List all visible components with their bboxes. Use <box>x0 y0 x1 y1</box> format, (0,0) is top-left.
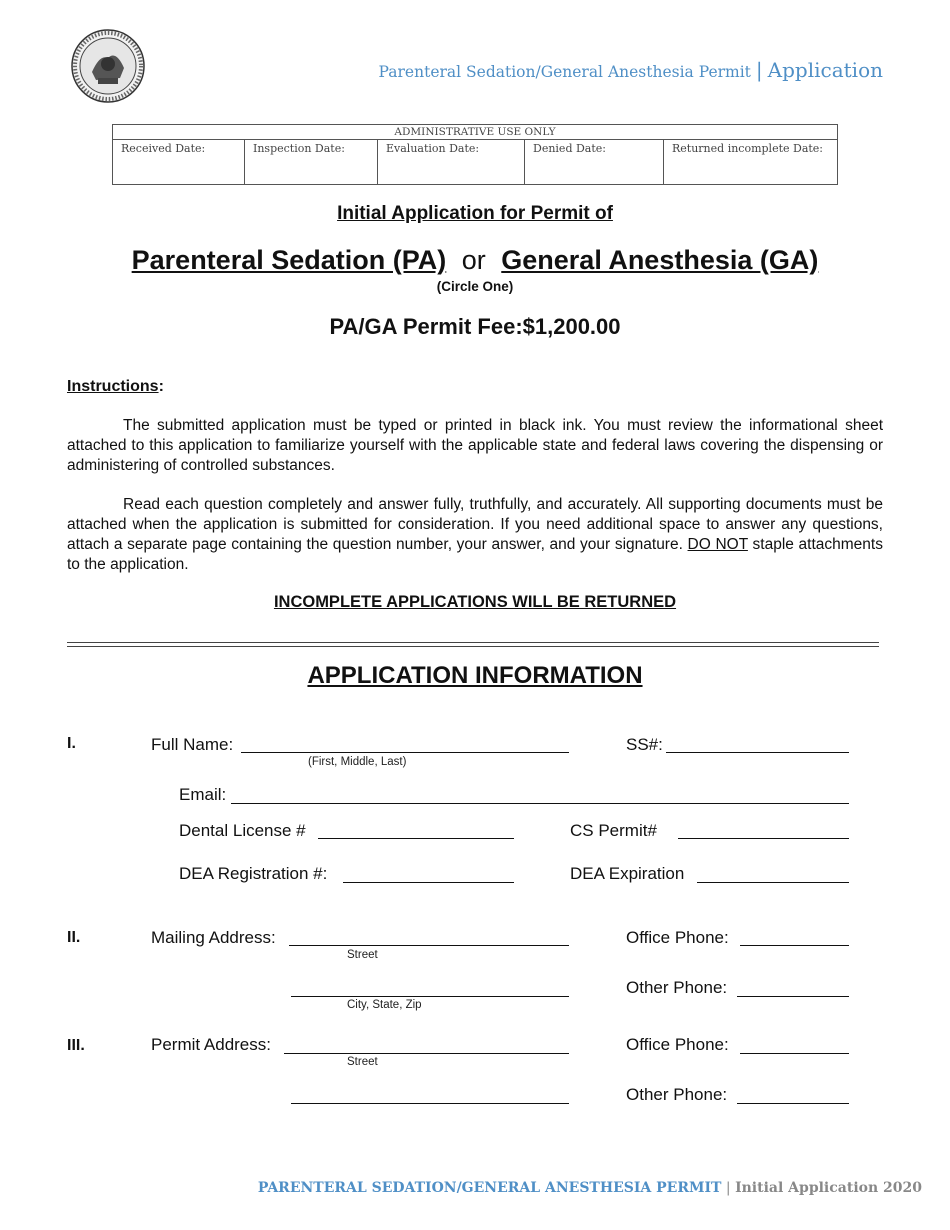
admin-use-table <box>112 124 838 185</box>
incomplete-warning: INCOMPLETE APPLICATIONS WILL BE RETURNED <box>273 593 677 611</box>
instructions-paragraph-2 <box>67 495 883 575</box>
dea-registration-field[interactable] <box>343 882 514 883</box>
ss-field[interactable] <box>666 752 849 753</box>
cs-permit-field[interactable] <box>678 838 849 839</box>
section-2-numeral: II. <box>67 929 81 946</box>
circle-one-note: (Circle One) <box>436 279 514 294</box>
divider-bottom <box>67 646 879 647</box>
fee-value: $1,200.00 <box>522 314 621 339</box>
dental-license-field[interactable] <box>318 838 514 839</box>
permit-city-field[interactable] <box>291 1103 569 1104</box>
instructions-paragraph-1 <box>67 416 883 476</box>
dental-license-label: Dental License # <box>179 821 306 840</box>
header-permit-name: Parenteral Sedation/General Anesthesia Permit <box>378 63 751 81</box>
mailing-street-hint: Street <box>347 949 378 961</box>
ss-label: SS#: <box>626 735 663 754</box>
mailing-city-field[interactable] <box>291 996 569 997</box>
mailing-address-label: Mailing Address: <box>151 928 276 947</box>
permit-office-phone-label: Office Phone: <box>626 1035 729 1054</box>
instructions-heading <box>67 378 164 396</box>
section-1-numeral: I. <box>67 735 76 752</box>
permit-other-phone-label: Other Phone: <box>626 1085 728 1104</box>
mailing-other-phone-field[interactable] <box>737 996 849 997</box>
section-3-numeral: III. <box>67 1037 85 1054</box>
divider-top <box>67 642 879 643</box>
application-title: Initial Application for Permit of <box>337 203 613 224</box>
mailing-office-phone-field[interactable] <box>740 945 849 946</box>
mailing-city-hint: City, State, Zip <box>347 999 422 1011</box>
admin-returned-date: Returned incomplete Date: <box>672 142 824 155</box>
footer-subtitle: Initial Application 2020 <box>735 1180 922 1196</box>
header-doc-type: Application <box>767 58 883 82</box>
instructions-paragraph-1-text: The submitted application must be typed or printed in black ink. You must review the informational sheet attached to this application to familiarize yourself with the applicable state and federal laws covering the dispensing or administering of controlled substances. <box>67 417 883 474</box>
do-not-emphasis: DO NOT <box>687 536 748 553</box>
dea-registration-label: DEA Registration #: <box>179 864 328 883</box>
fee-label: PA/GA Permit Fee: <box>329 314 523 339</box>
permit-address-label: Permit Address: <box>151 1035 271 1054</box>
section-title: APPLICATION INFORMATION <box>307 662 643 689</box>
dea-expiration-label: DEA Expiration <box>570 864 685 883</box>
mailing-office-phone-label: Office Phone: <box>626 928 729 947</box>
full-name-label: Full Name: <box>151 735 234 754</box>
instructions-paragraph-2-text: Read each question completely and answer fully, truthfully, and accurately. All supporting documents must be attached when the application is submitted for consideration. If you need additional space to answer any questions, attach a separate page containing the question number, your answer, and your signature. <box>67 496 883 553</box>
header-title <box>379 58 883 82</box>
or-text: or <box>461 245 486 275</box>
instructions-heading-text: Instructions <box>67 378 159 395</box>
board-seal-icon <box>70 28 146 104</box>
admin-evaluation-date: Evaluation Date: <box>378 140 525 185</box>
mailing-street-field[interactable] <box>289 945 569 946</box>
permit-other-phone-field[interactable] <box>737 1103 849 1104</box>
permit-fee <box>0 314 950 340</box>
admin-denied-date: Denied Date: <box>525 140 664 185</box>
admin-table-heading: ADMINISTRATIVE USE ONLY <box>113 125 837 140</box>
email-label: Email: <box>179 785 227 804</box>
mailing-other-phone-label: Other Phone: <box>626 978 728 997</box>
instructions-colon: : <box>158 378 164 395</box>
full-name-hint: (First, Middle, Last) <box>308 756 407 768</box>
dea-expiration-field[interactable] <box>697 882 849 883</box>
instructions-paragraph-2-tail: staple attachments to the application. <box>67 536 883 573</box>
option-parenteral-sedation[interactable]: Parenteral Sedation (PA) <box>131 245 447 275</box>
email-field[interactable] <box>231 803 849 804</box>
permit-street-hint: Street <box>347 1056 378 1068</box>
header-separator: | <box>755 58 763 82</box>
footer-title: PARENTERAL SEDATION/GENERAL ANESTHESIA PERMIT <box>257 1180 722 1196</box>
footer-separator: | <box>725 1180 731 1196</box>
permit-type-choice <box>0 245 950 276</box>
admin-received-date: Received Date: <box>113 140 245 185</box>
option-general-anesthesia[interactable]: General Anesthesia (GA) <box>501 245 819 275</box>
admin-inspection-date: Inspection Date: <box>245 140 378 185</box>
full-name-field[interactable] <box>241 752 569 753</box>
permit-office-phone-field[interactable] <box>740 1053 849 1054</box>
cs-permit-label: CS Permit# <box>570 821 657 840</box>
permit-street-field[interactable] <box>284 1053 569 1054</box>
footer <box>258 1180 922 1196</box>
